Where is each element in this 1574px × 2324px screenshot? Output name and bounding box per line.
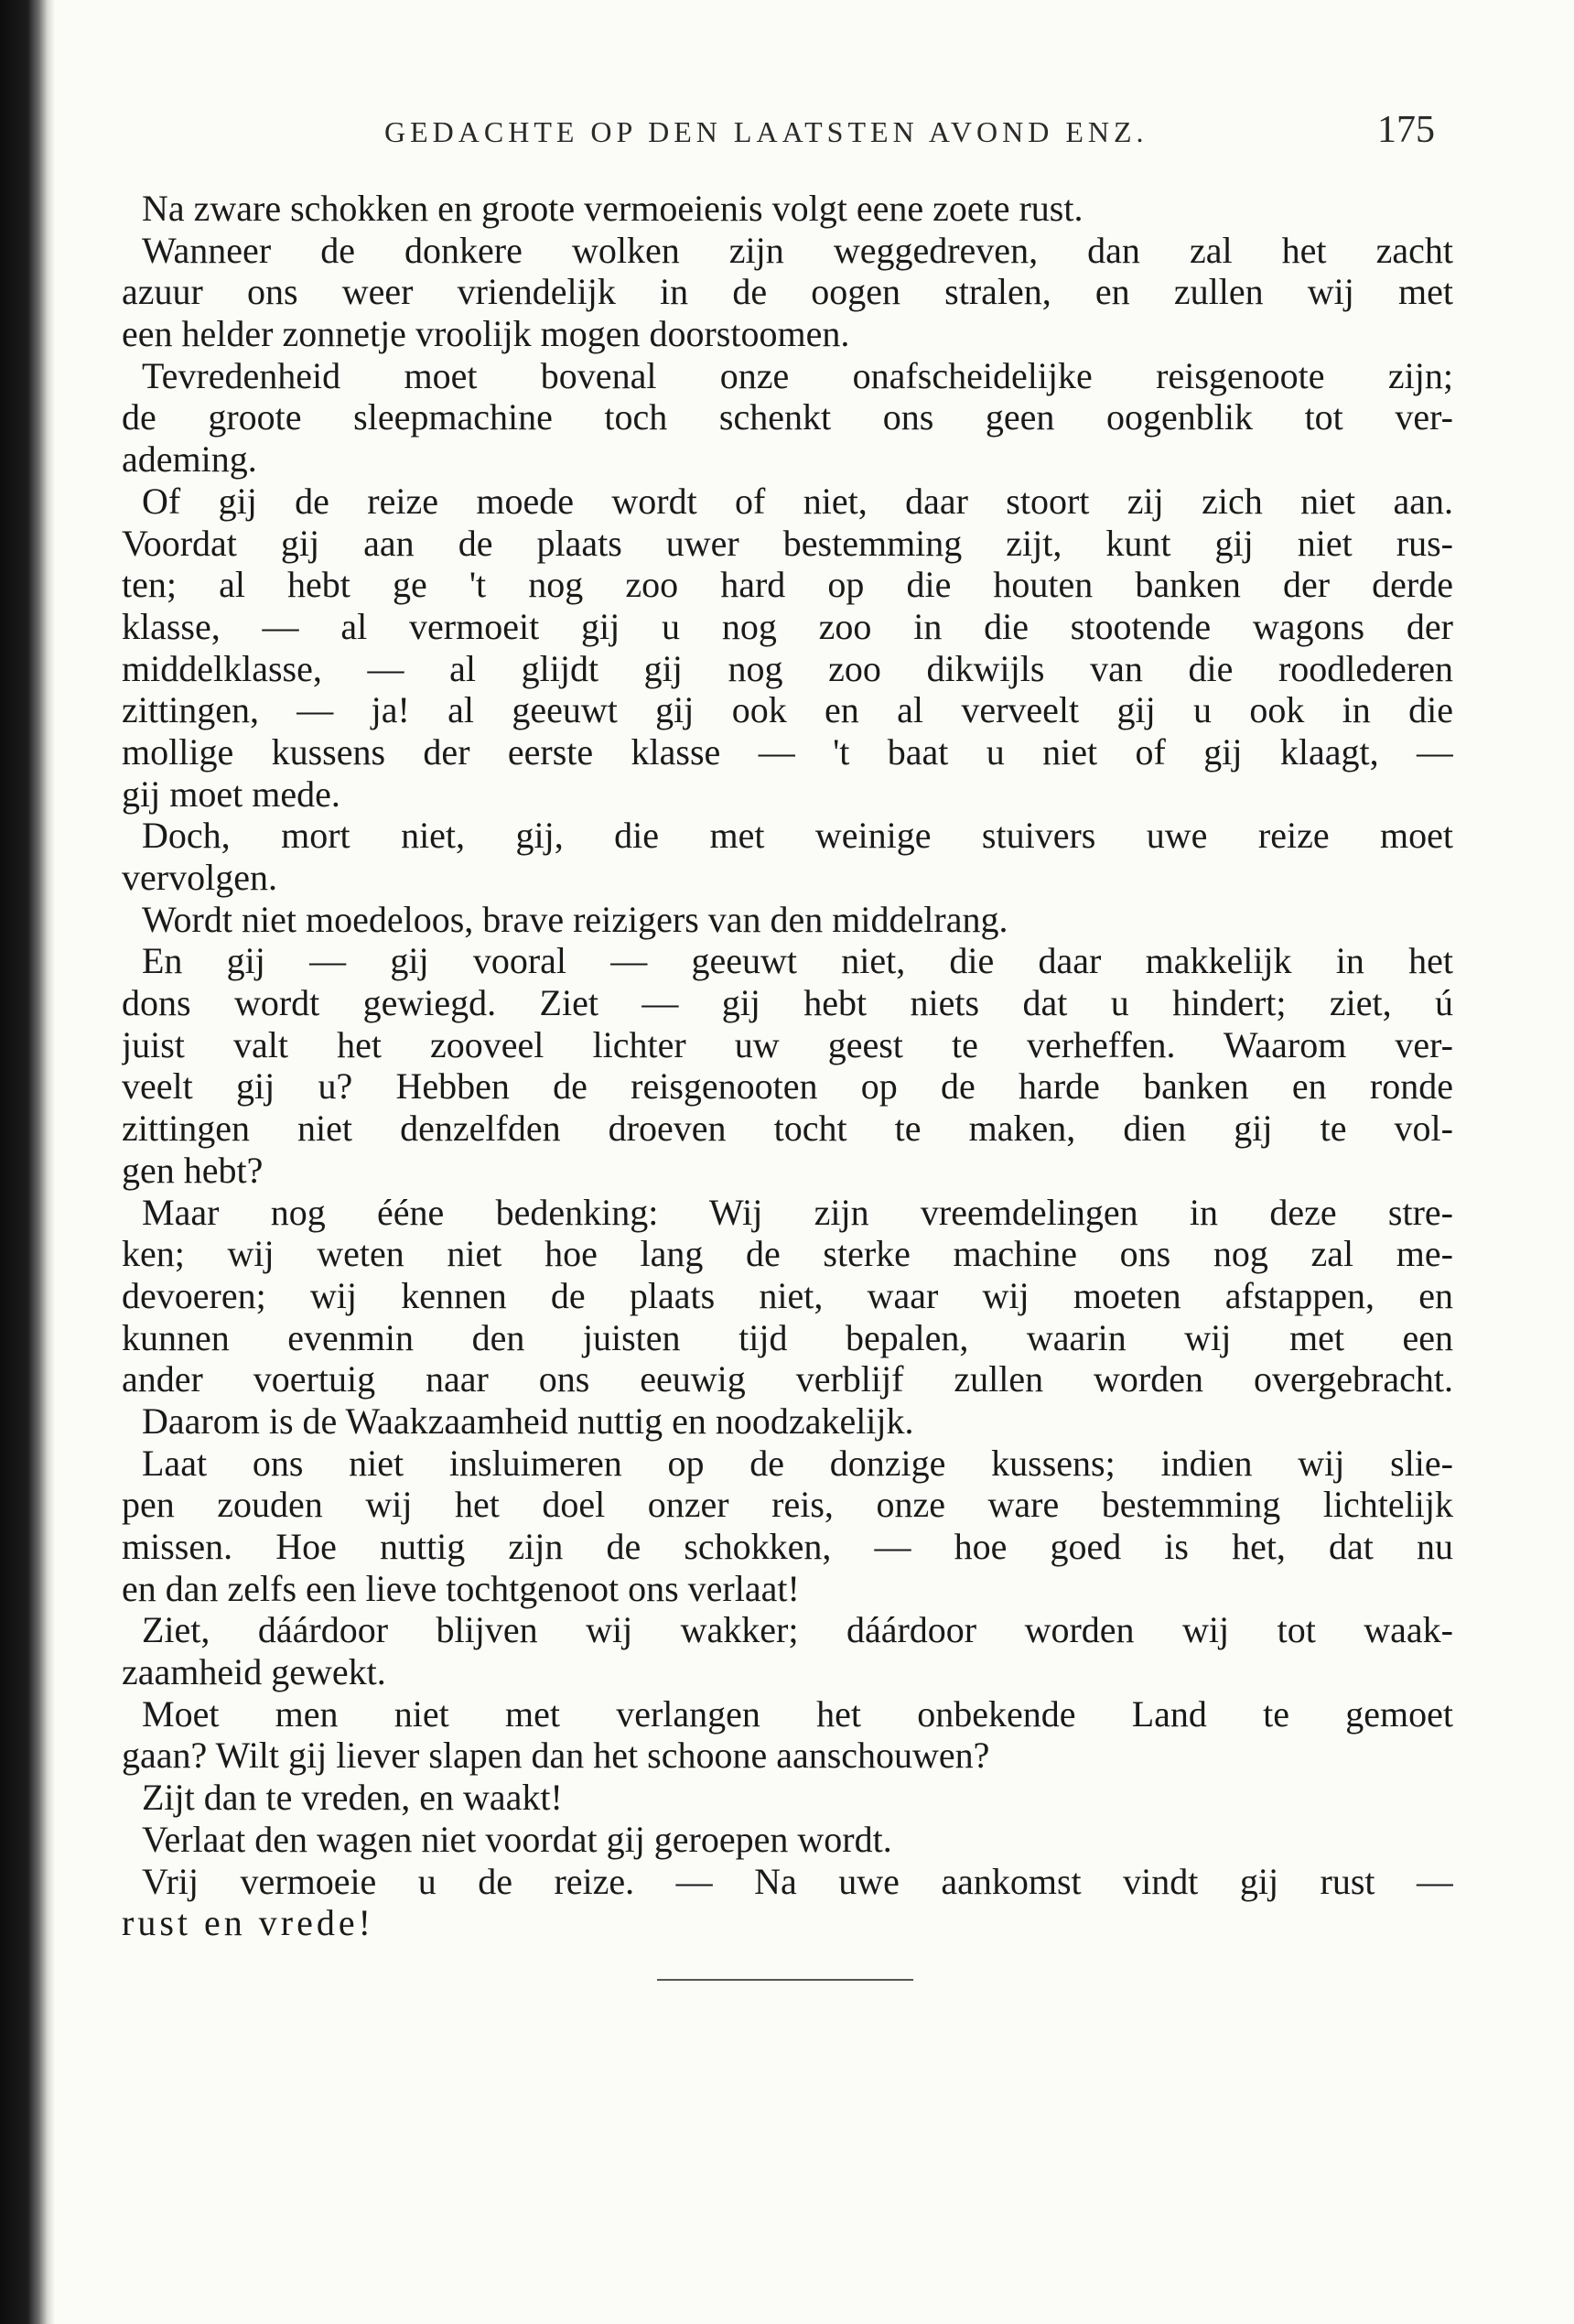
text-line: En gij — gij vooral — geeuwt niet, die daar makkelijk in het <box>142 940 1453 982</box>
text-line: Ziet, dáárdoor blijven wij wakker; dáárdoor worden wij tot waak- <box>142 1609 1453 1651</box>
text-line: Vrij vermoeie u de reize. — Na uwe aankomst vindt gij rust — <box>142 1860 1453 1902</box>
text-line: ken; wij weten niet hoe lang de sterke machine ons nog zal me- <box>122 1233 1453 1275</box>
text-line: vervolgen. <box>122 857 277 898</box>
text-line: kunnen evenmin den juisten tijd bepalen, waarin wij met een <box>122 1316 1453 1358</box>
text-line: een helder zonnetje vroolijk mogen doorstoomen. <box>122 313 850 355</box>
text-line: Doch, mort niet, gij, die met weinige stuivers uwe reize moet <box>142 815 1453 857</box>
page-number: 175 <box>1377 109 1435 151</box>
text-line: de groote sleepmachine toch schenkt ons geen oogenblik tot ver- <box>122 396 1453 438</box>
page-header <box>124 108 1446 163</box>
text-line: Wanneer de donkere wolken zijn weggedreven, dan zal het zacht <box>142 229 1453 271</box>
text-line: Zijt dan te vreden, en waakt! <box>142 1777 563 1819</box>
text-line: Tevredenheid moet bovenal onze onafscheidelijke reisgenoote zijn; <box>142 354 1453 396</box>
text-line: zaamheid gewekt. <box>122 1651 386 1693</box>
text-line: devoeren; wij kennen de plaats niet, waar wij moeten afstappen, en <box>122 1274 1453 1316</box>
book-spine-shadow <box>0 0 55 2324</box>
text-line: azuur ons weer vriendelijk in de oogen stralen, en zullen wij met <box>122 271 1453 313</box>
text-line: klasse, — al vermoeit gij u nog zoo in die stootende wagons der <box>122 605 1453 647</box>
text-line: zittingen niet denzelfden droeven tocht te maken, dien gij te vol- <box>122 1108 1453 1150</box>
running-title: GEDACHTE OP DEN LAATSTEN AVOND ENZ. <box>384 115 1148 148</box>
text-line: gij moet mede. <box>122 773 340 815</box>
text-line: gen hebt? <box>122 1149 264 1191</box>
text-line: Maar nog ééne bedenking: Wij zijn vreemdelingen in deze stre- <box>142 1191 1453 1233</box>
text-line: en dan zelfs een lieve tochtgenoot ons verlaat! <box>122 1567 800 1609</box>
end-rule <box>657 1979 913 1981</box>
text-line: rust en vrede! <box>122 1902 374 1944</box>
text-line: Laat ons niet insluimeren op de donzige kussens; indien wij slie- <box>142 1442 1453 1484</box>
text-body <box>122 188 1453 1944</box>
text-line: mollige kussens der eerste klasse — 't baat u niet of gij klaagt, — <box>122 730 1453 773</box>
text-line: Verlaat den wagen niet voordat gij geroepen wordt. <box>142 1818 892 1860</box>
text-line: Na zware schokken en groote vermoeienis volgt eene zoete rust. <box>142 188 1083 229</box>
text-line: zittingen, — ja! al geeuwt gij ook en al verveelt gij u ook in die <box>122 689 1453 731</box>
text-line: Moet men niet met verlangen het onbekende Land te gemoet <box>142 1692 1453 1735</box>
text-line: Of gij de reize moede wordt of niet, daar stoort zij zich niet aan. <box>142 480 1453 522</box>
text-line: Daarom is de Waakzaamheid nuttig en noodzakelijk. <box>142 1400 914 1442</box>
text-line: juist valt het zooveel lichter uw geest te verheffen. Waarom ver- <box>122 1023 1453 1065</box>
text-line: pen zouden wij het doel onzer reis, onze ware bestemming lichtelijk <box>122 1484 1453 1526</box>
text-line: missen. Hoe nuttig zijn de schokken, — hoe goed is het, dat nu <box>122 1526 1453 1567</box>
text-line: ander voertuig naar ons eeuwig verblijf zullen worden overgebracht. <box>122 1358 1453 1400</box>
text-line: ademing. <box>122 438 257 481</box>
text-line: veelt gij u? Hebben de reisgenooten op de harde banken en ronde <box>122 1065 1453 1108</box>
text-line: ten; al hebt ge 't nog zoo hard op die houten banken der derde <box>122 564 1453 606</box>
text-line: gaan? Wilt gij liever slapen dan het schoone aanschouwen? <box>122 1735 990 1777</box>
text-line: dons wordt gewiegd. Ziet — gij hebt niets dat u hindert; ziet, ú <box>122 982 1453 1024</box>
text-line: middelklasse, — al glijdt gij nog zoo dikwijls van die roodlederen <box>122 647 1453 689</box>
text-line: Voordat gij aan de plaats uwer bestemming zijt, kunt gij niet rus- <box>122 522 1453 564</box>
text-line: Wordt niet moedeloos, brave reizigers van den middelrang. <box>142 898 1008 940</box>
